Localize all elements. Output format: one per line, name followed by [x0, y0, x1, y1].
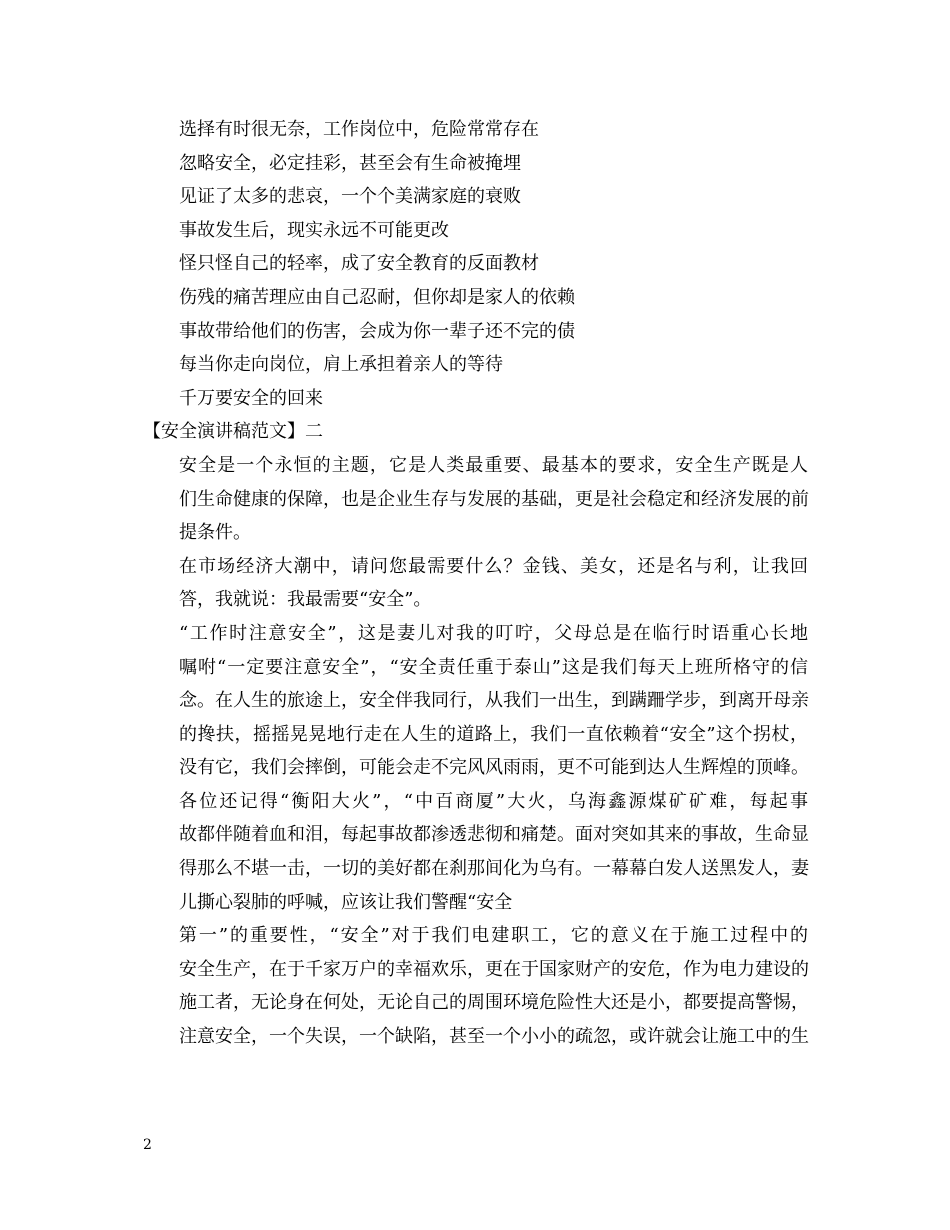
- paragraph-line: 嘱咐“一定要注意安全”，“安全责任重于泰山”这是我们每天上班所格守的信: [179, 656, 808, 678]
- document-body: [143, 113, 808, 1054]
- poem-line: 怪只怪自己的轻率，成了安全教育的反面教材: [179, 253, 539, 275]
- poem-line: 事故带给他们的伤害，会成为你一辈子还不完的债: [179, 320, 575, 342]
- paragraph-line: 施工者，无论身在何处，无论自己的周围环境危险性大还是小，都要提高警惕，: [179, 992, 809, 1014]
- poem-line: 伤残的痛苦理应由自己忍耐，但你却是家人的依赖: [179, 286, 575, 308]
- paragraph-line: 各位还记得“衡阳大火”，“中百商厦”大火，乌海鑫源煤矿矿难，每起事: [179, 790, 808, 812]
- paragraph-line: 注意安全，一个失误，一个缺陷，甚至一个小小的疏忽，或许就会让施工中的生: [179, 1026, 809, 1048]
- poem-line: 忽略安全，必定挂彩，甚至会有生命被掩埋: [179, 152, 521, 174]
- paragraph-line: 故都伴随着血和泪，每起事故都渗透悲彻和痛楚。面对突如其来的事故，生命显: [179, 824, 809, 846]
- poem-line: 选择有时很无奈，工作岗位中，危险常常存在: [179, 119, 539, 140]
- paragraph-line: 答，我就说：我最需要“安全”。: [179, 589, 432, 611]
- paragraph: [143, 785, 808, 919]
- section-heading: 【安全演讲稿范文】二: [143, 421, 323, 443]
- poem-line: 每当你走向岗位，肩上承担着亲人的等待: [179, 354, 503, 376]
- paragraph: [143, 449, 808, 550]
- paragraph-line: 提条件。: [179, 522, 251, 544]
- paragraph-line: 们生命健康的保障，也是企业生存与发展的基础，更是社会稳定和经济发展的前: [179, 488, 809, 510]
- poem-line: 千万要安全的回来: [179, 387, 323, 409]
- paragraph: [143, 550, 808, 617]
- paragraph: [143, 919, 808, 1053]
- paragraph-line: 安全是一个永恒的主题，它是人类最重要、最基本的要求，安全生产既是人: [179, 454, 808, 476]
- poem-line: 见证了太多的悲哀，一个个美满家庭的衰败: [179, 186, 521, 208]
- paragraph-line: 念。在人生的旅途上，安全伴我同行，从我们一出生，到蹒跚学步，到离开母亲: [179, 690, 809, 712]
- paragraph-line: 在市场经济大潮中，请问您最需要什么？金钱、美女，还是名与利，让我回: [179, 555, 808, 577]
- paragraph-line: 儿撕心裂肺的呼喊，应该让我们警醒“安全: [179, 891, 513, 913]
- paragraph-line: “工作时注意安全”，这是妻儿对我的叮咛，父母总是在临行时语重心长地: [179, 622, 808, 644]
- paragraph-line: 得那么不堪一击，一切的美好都在刹那间化为乌有。一幕幕白发人送黑发人，妻: [179, 858, 809, 880]
- paragraph-line: 的搀扶，摇摇晃晃地行走在人生的道路上，我们一直依赖着“安全”这个拐杖，: [179, 723, 808, 745]
- paragraph-line: 第一”的重要性，“安全”对于我们电建职工，它的意义在于施工过程中的: [179, 925, 808, 947]
- paragraph-line: 安全生产，在于千家万户的幸福欢乐，更在于国家财产的安危，作为电力建设的: [179, 958, 809, 980]
- poem-line: 事故发生后，现实永远不可能更改: [179, 219, 449, 241]
- paragraph: [143, 617, 808, 785]
- paragraph-line: 没有它，我们会摔倒，可能会走不完风风雨雨，更不可能到达人生辉煌的顶峰。: [179, 757, 809, 779]
- page-number: 2: [143, 1137, 152, 1153]
